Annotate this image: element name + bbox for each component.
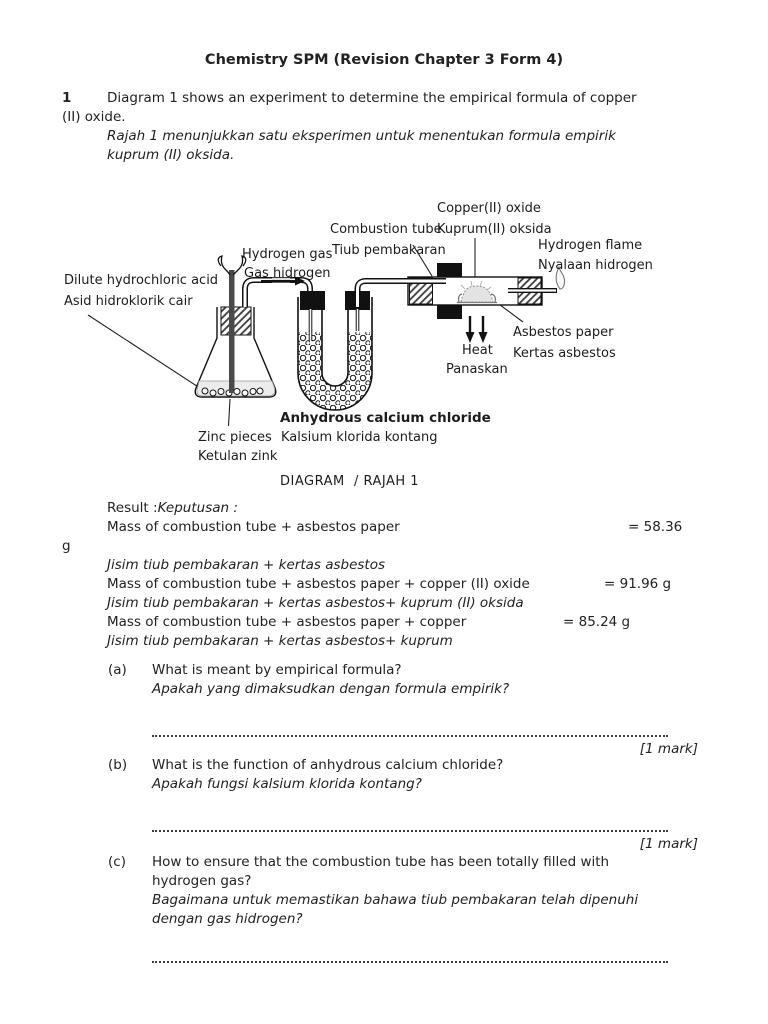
intro-ms-line2: kuprum (II) oksida.	[107, 147, 235, 163]
zinc-leader-line	[229, 399, 231, 426]
answer-line-c	[152, 952, 668, 963]
intro-ms-line1: Rajah 1 menunjukkan satu eksperimen untuk menentukan formula empirik	[107, 128, 616, 144]
apparatus-diagram	[0, 185, 768, 495]
question-b-ms: Apakah fungsi kalsium klorida kontang?	[152, 776, 422, 792]
answer-line-a	[152, 726, 668, 737]
label-hydrogen-gas-en: Hydrogen gas	[242, 247, 333, 262]
label-heat-en: Heat	[462, 343, 493, 358]
label-copper-oxide-ms: Kuprum(II) oksida	[437, 222, 552, 237]
result-row2-ms: Jisim tiub pembakaran + kertas asbestos+ kuprum (II) oksida	[107, 595, 524, 611]
question-b-en: What is the function of anhydrous calcium chloride?	[152, 757, 504, 773]
result-row2-en: Mass of combustion tube + asbestos paper + copper (II) oxide	[107, 576, 530, 592]
result-row1-en: Mass of combustion tube + asbestos paper	[107, 519, 400, 535]
question-b-marks: [1 mark]	[639, 836, 698, 852]
question-c-ms-line2: dengan gas hidrogen?	[152, 911, 303, 927]
clamp-top	[437, 263, 462, 277]
label-acid-en: Dilute hydrochloric acid	[64, 273, 219, 288]
thistle-funnel-stem	[229, 270, 235, 393]
label-hydrogen-flame-en: Hydrogen flame	[538, 238, 643, 253]
results-heading-ms: Keputusan :	[157, 500, 238, 516]
result-row3-ms: Jisim tiub pembakaran + kertas asbestos+ kuprum	[107, 633, 453, 649]
results-heading-en: Result :	[107, 500, 158, 516]
label-cacl2-ms: Kalsium klorida kontang	[281, 430, 438, 445]
intro-en-line2: (II) oxide.	[62, 109, 126, 125]
label-combustion-tube-en: Combustion tube	[330, 222, 442, 237]
diagram-caption: DIAGRAM / RAJAH 1	[280, 474, 420, 489]
answer-line-b	[152, 821, 668, 832]
question-a-en: What is meant by empirical formula?	[152, 662, 402, 678]
label-asbestos-en: Asbestos paper	[513, 325, 614, 340]
label-asbestos-ms: Kertas asbestos	[513, 346, 616, 361]
result-row1-value: = 58.36	[628, 519, 683, 535]
question-b-label: (b)	[108, 757, 128, 773]
label-heat-ms: Panaskan	[446, 362, 508, 377]
question-a-ms: Apakah yang dimaksudkan dengan formula empirik?	[152, 681, 510, 697]
intro-en-line1: Diagram 1 shows an experiment to determine the empirical formula of copper	[107, 90, 637, 106]
question-a-label: (a)	[108, 662, 127, 678]
question-a-marks: [1 mark]	[639, 741, 698, 757]
question-c-en-line2: hydrogen gas?	[152, 873, 252, 889]
acid-leader-line	[88, 315, 209, 394]
u-tube	[294, 291, 378, 422]
question-c-label: (c)	[108, 854, 126, 870]
question-number: 1	[62, 90, 72, 106]
result-row2-value: = 91.96 g	[604, 576, 672, 592]
results-heading	[107, 500, 238, 517]
flask-stopper	[221, 307, 251, 335]
result-row1-ms: Jisim tiub pembakaran + kertas asbestos	[107, 557, 386, 573]
u-tube-stopper-left	[300, 291, 325, 310]
result-row3-en: Mass of combustion tube + asbestos paper + copper	[107, 614, 467, 630]
label-hydrogen-flame-ms: Nyalaan hidrogen	[538, 258, 653, 273]
question-c-ms-line1: Bagaimana untuk memastikan bahawa tiub pembakaran telah dipenuhi	[152, 892, 639, 908]
label-combustion-tube-ms: Tiub pembakaran	[332, 243, 446, 258]
label-cacl2-en: Anhydrous calcium chloride	[280, 410, 491, 426]
clamp-bottom	[437, 305, 462, 319]
page-title: Chemistry SPM (Revision Chapter 3 Form 4)	[204, 52, 564, 68]
heat-arrows	[466, 316, 488, 343]
label-acid-ms: Asid hidroklorik cair	[64, 294, 193, 309]
label-zinc-en: Zinc pieces	[198, 430, 272, 445]
result-row1-unit: g	[62, 538, 71, 554]
label-hydrogen-gas-ms: Gas hidrogen	[244, 266, 331, 281]
result-row3-value: = 85.24 g	[563, 614, 631, 630]
label-copper-oxide-en: Copper(II) oxide	[437, 201, 541, 216]
label-zinc-ms: Ketulan zink	[198, 449, 278, 464]
question-c-en-line1: How to ensure that the combustion tube has been totally filled with	[152, 854, 610, 870]
